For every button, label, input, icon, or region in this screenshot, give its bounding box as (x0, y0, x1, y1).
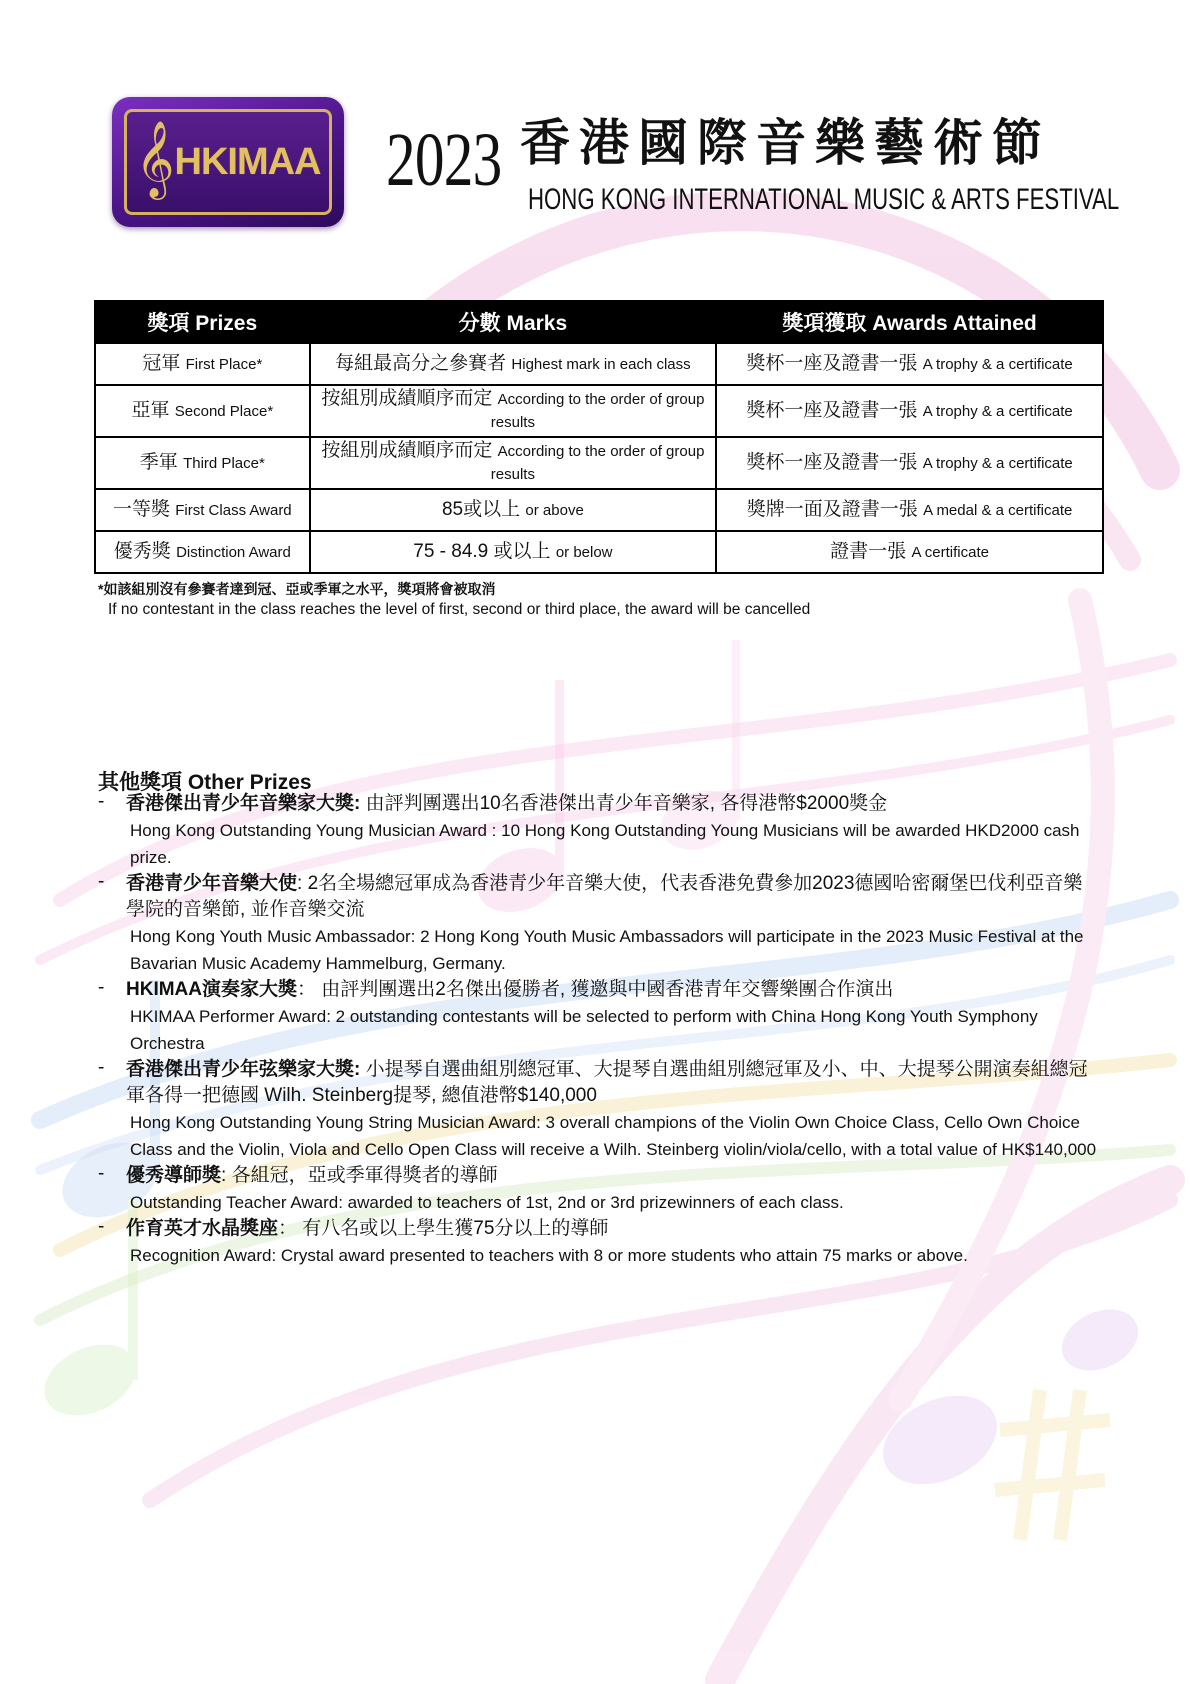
list-item (98, 791, 1098, 871)
logo-text: HKIMAA (174, 140, 321, 183)
table-row (95, 343, 1103, 385)
prize-title: 香港青少年音樂大使 (126, 873, 298, 894)
festival-year: 2023 (386, 118, 502, 202)
bullet-dash: - (98, 1163, 105, 1184)
list-item (98, 1057, 1098, 1163)
prize-title: 作育英才水晶獎座 (126, 1218, 279, 1239)
festival-title-english: HONG KONG INTERNATIONAL MUSIC & ARTS FESTIVAL (528, 183, 1120, 216)
marks-cell: 75 - 84.9 或以上 or below (310, 531, 717, 573)
prize-title: 香港傑出青少年弦樂家大獎: (126, 1059, 361, 1080)
cancellation-note-english: If no contestant in the class reaches the level of first, second or third place, the award will be cancelled (108, 601, 811, 618)
award-cell: 獎杯一座及證書一張 A trophy & a certificate (716, 437, 1103, 489)
prize-cell: 冠軍 First Place* (95, 343, 310, 385)
prize-description-chinese: 香港傑出青少年弦樂家大獎: 小提琴自選曲組別總冠軍、大提琴自選曲組別總冠軍及小、中、大提琴公開演奏組總冠軍各得一把德國 Wilh. Steinberg提琴, 總值港幣$140,000 (126, 1059, 1088, 1106)
bullet-dash: - (98, 1216, 105, 1237)
table-header-row (95, 301, 1103, 343)
prize-description-chinese: 優秀導師獎: 各組冠，亞或季軍得獎者的導師 (126, 1165, 498, 1186)
prizes-table (94, 300, 1104, 574)
logo-frame (124, 109, 332, 215)
table-row (95, 385, 1103, 437)
prize-title: 香港傑出青少年音樂家大獎: (126, 793, 361, 814)
bullet-dash: - (98, 791, 105, 812)
prize-title: HKIMAA演奏家大獎 (126, 979, 297, 1000)
bullet-dash: - (98, 977, 105, 998)
header-awards-attained: 獎項獲取 Awards Attained (716, 301, 1103, 343)
prize-description-english: Recognition Award: Crystal award presented to teachers with 8 or more students who attain 75 marks or above. (130, 1246, 968, 1265)
header-marks: 分數 Marks (310, 301, 717, 343)
prize-title: 優秀導師獎 (126, 1165, 222, 1186)
prize-description-chinese: 香港傑出青少年音樂家大獎: 由評判團選出10名香港傑出青少年音樂家, 各得港幣$2000獎金 (126, 793, 888, 814)
list-item (98, 977, 1098, 1057)
bullet-dash: - (98, 871, 105, 892)
prize-description-english: HKIMAA Performer Award: 2 outstanding contestants will be selected to perform with China Hong Kong Youth Symphony Orchestra (130, 1007, 1038, 1053)
festival-title-chinese: 香港國際音樂藝術節 (520, 113, 1051, 172)
prize-description-english: Hong Kong Outstanding Young Musician Award : 10 Hong Kong Outstanding Young Musicians will be awarded HKD2000 cash prize. (130, 821, 1080, 867)
marks-cell: 按組別成績順序而定 According to the order of group results (310, 385, 717, 437)
table-row (95, 489, 1103, 531)
prize-description-english: Hong Kong Youth Music Ambassador: 2 Hong Kong Youth Music Ambassadors will participate in the 2023 Music Festival at the Bavarian Music Academy Hammelburg, Germany. (130, 927, 1084, 973)
prize-description-english: Outstanding Teacher Award: awarded to teachers of 1st, 2nd or 3rd prizewinners of each class. (130, 1193, 844, 1212)
table-row (95, 531, 1103, 573)
hkimaa-logo (112, 97, 344, 227)
prize-description-chinese: 香港青少年音樂大使: 2名全場總冠軍成為香港青少年音樂大使，代表香港免費參加2023德國哈密爾堡巴伐利亞音樂學院的音樂節, 並作音樂交流 (126, 873, 1083, 920)
marks-cell: 每組最高分之參賽者 Highest mark in each class (310, 343, 717, 385)
list-item (98, 1216, 1098, 1269)
treble-clef-icon: 𝄞 (135, 120, 175, 197)
marks-cell: 85或以上 or above (310, 489, 717, 531)
bullet-dash: - (98, 1057, 105, 1078)
cancellation-note-chinese: *如該組別沒有參賽者達到冠、亞或季軍之水平，獎項將會被取消 (98, 581, 496, 597)
prize-cell: 一等獎 First Class Award (95, 489, 310, 531)
prize-description-chinese: HKIMAA演奏家大獎： 由評判團選出2名傑出優勝者, 獲邀與中國香港青年交響樂團合作演出 (126, 979, 894, 1000)
other-prizes-list (98, 791, 1098, 1269)
other-prizes-heading: 其他獎項 Other Prizes (98, 771, 312, 794)
header-prizes: 獎項 Prizes (95, 301, 310, 343)
prize-cell: 優秀獎 Distinction Award (95, 531, 310, 573)
list-item (98, 871, 1098, 977)
award-cell: 獎杯一座及證書一張 A trophy & a certificate (716, 385, 1103, 437)
prize-description-english: Hong Kong Outstanding Young String Musician Award: 3 overall champions of the Violin Own Choice Class, Cello Own Choice Class and the Violin, Viola and Cello Open Class will receive a Wilh. Steinberg violin/viola/cello, with a total value of HK$140,000 (130, 1113, 1097, 1159)
prize-description-chinese: 作育英才水晶獎座： 有八名或以上學生獲75分以上的導師 (126, 1218, 609, 1239)
table-row (95, 437, 1103, 489)
award-cell: 證書一張 A certificate (716, 531, 1103, 573)
prize-cell: 季軍 Third Place* (95, 437, 310, 489)
prize-cell: 亞軍 Second Place* (95, 385, 310, 437)
award-cell: 獎牌一面及證書一張 A medal & a certificate (716, 489, 1103, 531)
award-cell: 獎杯一座及證書一張 A trophy & a certificate (716, 343, 1103, 385)
marks-cell: 按組別成績順序而定 According to the order of group results (310, 437, 717, 489)
list-item (98, 1163, 1098, 1216)
